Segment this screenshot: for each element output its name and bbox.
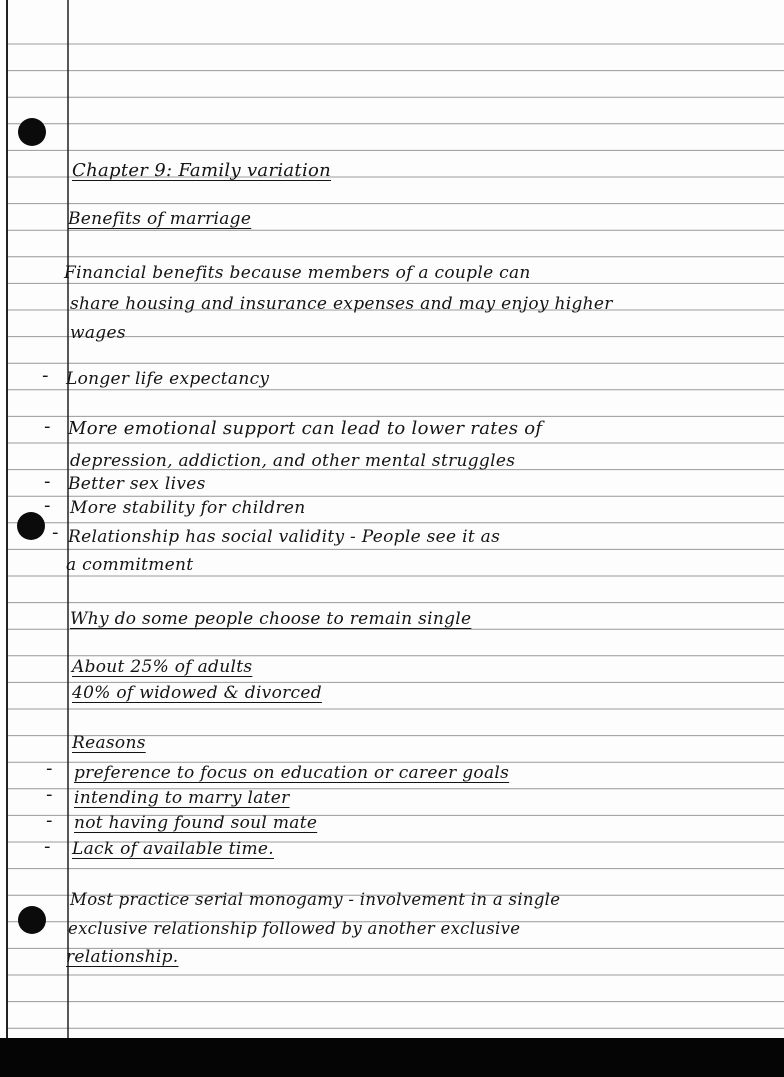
ruled-lines xyxy=(8,0,784,1038)
question-single: Why do some people choose to remain single xyxy=(70,609,472,629)
lined-paper xyxy=(6,0,784,1038)
stability-children: More stability for children xyxy=(70,498,306,518)
validity-line-2: a commitment xyxy=(66,555,194,575)
punch-hole-bottom xyxy=(18,906,46,934)
bullet-dash: - xyxy=(52,522,59,543)
serial-line-1: Most practice serial monogamy - involvement in a single xyxy=(70,890,561,909)
adults-percent: About 25% of adults xyxy=(72,657,253,677)
bullet-dash: - xyxy=(44,495,51,516)
sex-lives: Better sex lives xyxy=(68,474,206,494)
bullet-dash: - xyxy=(46,784,53,805)
reason-3: not having found soul mate xyxy=(74,813,318,833)
life-expectancy: Longer life expectancy xyxy=(66,369,270,389)
financial-line-2: share housing and insurance expenses and may enjoy higher xyxy=(70,294,613,314)
emotional-line-2: depression, addiction, and other mental struggles xyxy=(70,451,516,471)
reason-2: intending to marry later xyxy=(74,788,290,808)
reasons-heading: Reasons xyxy=(72,733,146,753)
financial-line-3: wages xyxy=(70,323,126,343)
punch-hole-top xyxy=(18,118,46,146)
bullet-dash: - xyxy=(42,365,49,386)
serial-line-2: exclusive relationship followed by another exclusive xyxy=(68,919,521,938)
emotional-line-1: More emotional support can lead to lower rates of xyxy=(68,418,543,439)
widowed-percent: 40% of widowed & divorced xyxy=(72,683,322,703)
serial-line-3: relationship. xyxy=(66,947,179,967)
bullet-dash: - xyxy=(46,810,53,831)
scan-bottom-edge xyxy=(0,1038,784,1077)
chapter-title: Chapter 9: Family variation xyxy=(72,160,332,181)
bullet-dash: - xyxy=(46,758,53,779)
bullet-dash: - xyxy=(44,416,51,437)
reason-4: Lack of available time. xyxy=(72,839,275,859)
bullet-dash: - xyxy=(44,836,51,857)
financial-line-1: Financial benefits because members of a couple can xyxy=(64,263,531,283)
heading-benefits: Benefits of marriage xyxy=(68,209,252,229)
punch-hole-middle xyxy=(17,512,45,540)
reason-1: preference to focus on education or career goals xyxy=(74,763,510,783)
bullet-dash: - xyxy=(44,471,51,492)
validity-line-1: Relationship has social validity - People see it as xyxy=(68,527,501,547)
